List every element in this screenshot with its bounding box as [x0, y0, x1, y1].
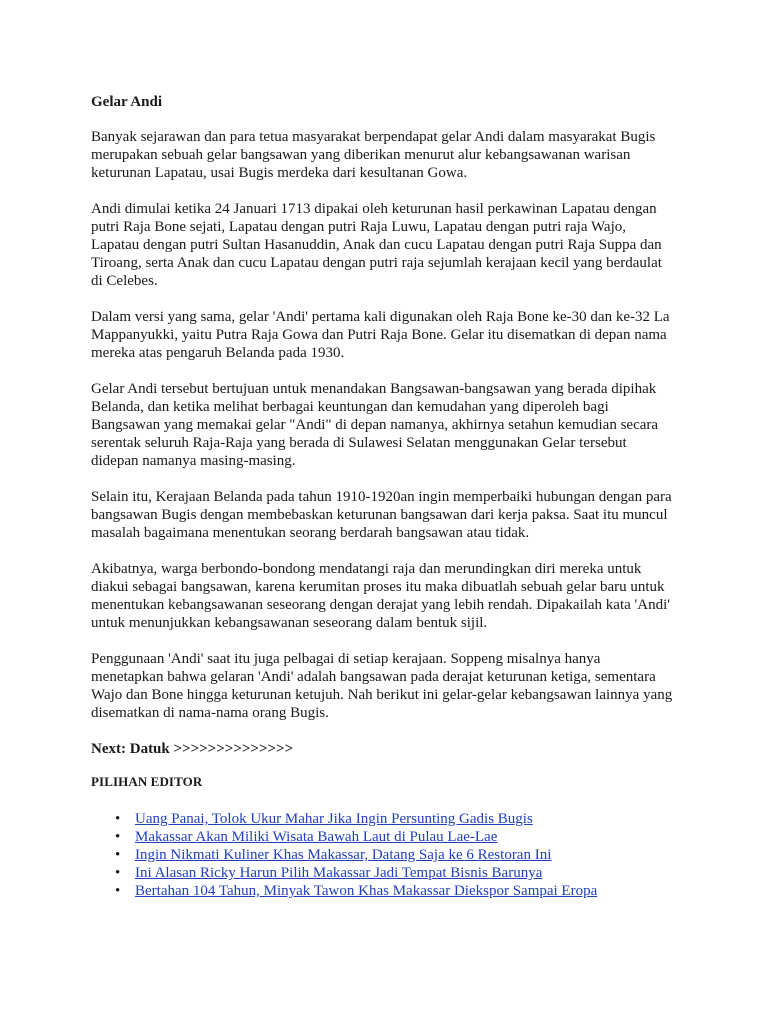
- editor-pick-link-2[interactable]: Makassar Akan Miliki Wisata Bawah Laut di Pulau Lae-Lae: [135, 829, 498, 845]
- editor-pick-link-1[interactable]: Uang Panai, Tolok Ukur Mahar Jika Ingin Persunting Gadis Bugis: [135, 811, 533, 827]
- list-item: [91, 864, 691, 882]
- editor-pick-link-4[interactable]: Ini Alasan Ricky Harun Pilih Makassar Jadi Tempat Bisnis Barunya: [135, 865, 543, 881]
- article-paragraph-3: Dalam versi yang sama, gelar 'Andi' pertama kali digunakan oleh Raja Bone ke-30 dan ke-32 La Mappanyukki, yaitu Putra Raja Gowa dan Putri Raja Bone. Gelar itu disematkan di depan nama mereka atas pengaruh Belanda pada 1930.: [91, 309, 670, 361]
- article-paragraph-1: Banyak sejarawan dan para tetua masyarakat berpendapat gelar Andi dalam masyarakat Bugis merupakan sebuah gelar bangsawan yang diberikan menurut alur kebangsawanan warisan keturunan Lapatau, usai Bugis merdeka dari kesultanan Gowa.: [91, 129, 656, 181]
- article-title: Gelar Andi: [91, 94, 162, 110]
- bullet-icon: •: [115, 811, 121, 827]
- document-page: [91, 93, 691, 900]
- editor-picks-list: [91, 810, 691, 900]
- article-paragraph-6: Akibatnya, warga berbondo-bondong mendatangi raja dan merundingkan diri mereka untuk diakui sebagai bangsawan, karena kerumitan proses itu maka dibuatlah sebuah gelar baru untuk menentukan kebangsawanan seseorang dengan derajat yang lebih rendah. Dipakailah kata 'Andi' untuk menunjukkan kebangsawanan seseorang dalam bentuk sijil.: [91, 561, 670, 631]
- bullet-icon: •: [115, 847, 121, 863]
- article-paragraph-5: Selain itu, Kerajaan Belanda pada tahun 1910-1920an ingin memperbaiki hubungan dengan para bangsawan Bugis dengan membebaskan keturunan bangsawan dari kerja paksa. Saat itu muncul masalah bagaimana menentukan seorang berdarah bangsawan atau tidak.: [91, 489, 672, 541]
- list-item: [91, 810, 691, 828]
- list-item: [91, 882, 691, 900]
- editor-pick-link-3[interactable]: Ingin Nikmati Kuliner Khas Makassar, Datang Saja ke 6 Restoran Ini: [135, 847, 552, 863]
- article-paragraph-4: Gelar Andi tersebut bertujuan untuk menandakan Bangsawan-bangsawan yang berada dipihak Belanda, dan ketika melihat berbagai keuntungan dan kemudahan yang diperoleh bagi Bangsawan yang memakai gelar "Andi" di depan namanya, akhirnya setahun kemudian secara serentak seluruh Raja-Raja yang berada di Sulawesi Selatan menggunakan Gelar tersebut didepan namanya masing-masing.: [91, 381, 659, 469]
- editor-pick-link-5[interactable]: Bertahan 104 Tahun, Minyak Tawon Khas Makassar Diekspor Sampai Eropa: [135, 883, 598, 899]
- next-article-link[interactable]: Next: Datuk >>>>>>>>>>>>>>: [91, 741, 294, 757]
- bullet-icon: •: [115, 883, 121, 899]
- bullet-icon: •: [115, 865, 121, 881]
- article-paragraph-7: Penggunaan 'Andi' saat itu juga pelbagai di setiap kerajaan. Soppeng misalnya hanya menetapkan bahwa gelaran 'Andi' adalah bangsawan pada derajat keturunan ketiga, sementara Wajo dan Bone hingga keturunan ketujuh. Nah berikut ini gelar-gelar kebangsawan lainnya yang disematkan di nama-nama orang Bugis.: [91, 651, 673, 721]
- article-paragraph-2: Andi dimulai ketika 24 Januari 1713 dipakai oleh keturunan hasil perkawinan Lapatau dengan putri Raja Bone sejati, Lapatau dengan putri Raja Luwu, Lapatau dengan putri raja Wajo, Lapatau dengan putri Sultan Hasanuddin, Anak dan cucu Lapatau dengan putri Raja Suppa dan Tiroang, serta Anak dan cucu Lapatau dengan putri raja sejumlah kerajaan kecil yang berdaulat di Celebes.: [91, 201, 662, 289]
- list-item: [91, 846, 691, 864]
- editor-picks-heading: PILIHAN EDITOR: [91, 774, 203, 789]
- list-item: [91, 828, 691, 846]
- bullet-icon: •: [115, 829, 121, 845]
